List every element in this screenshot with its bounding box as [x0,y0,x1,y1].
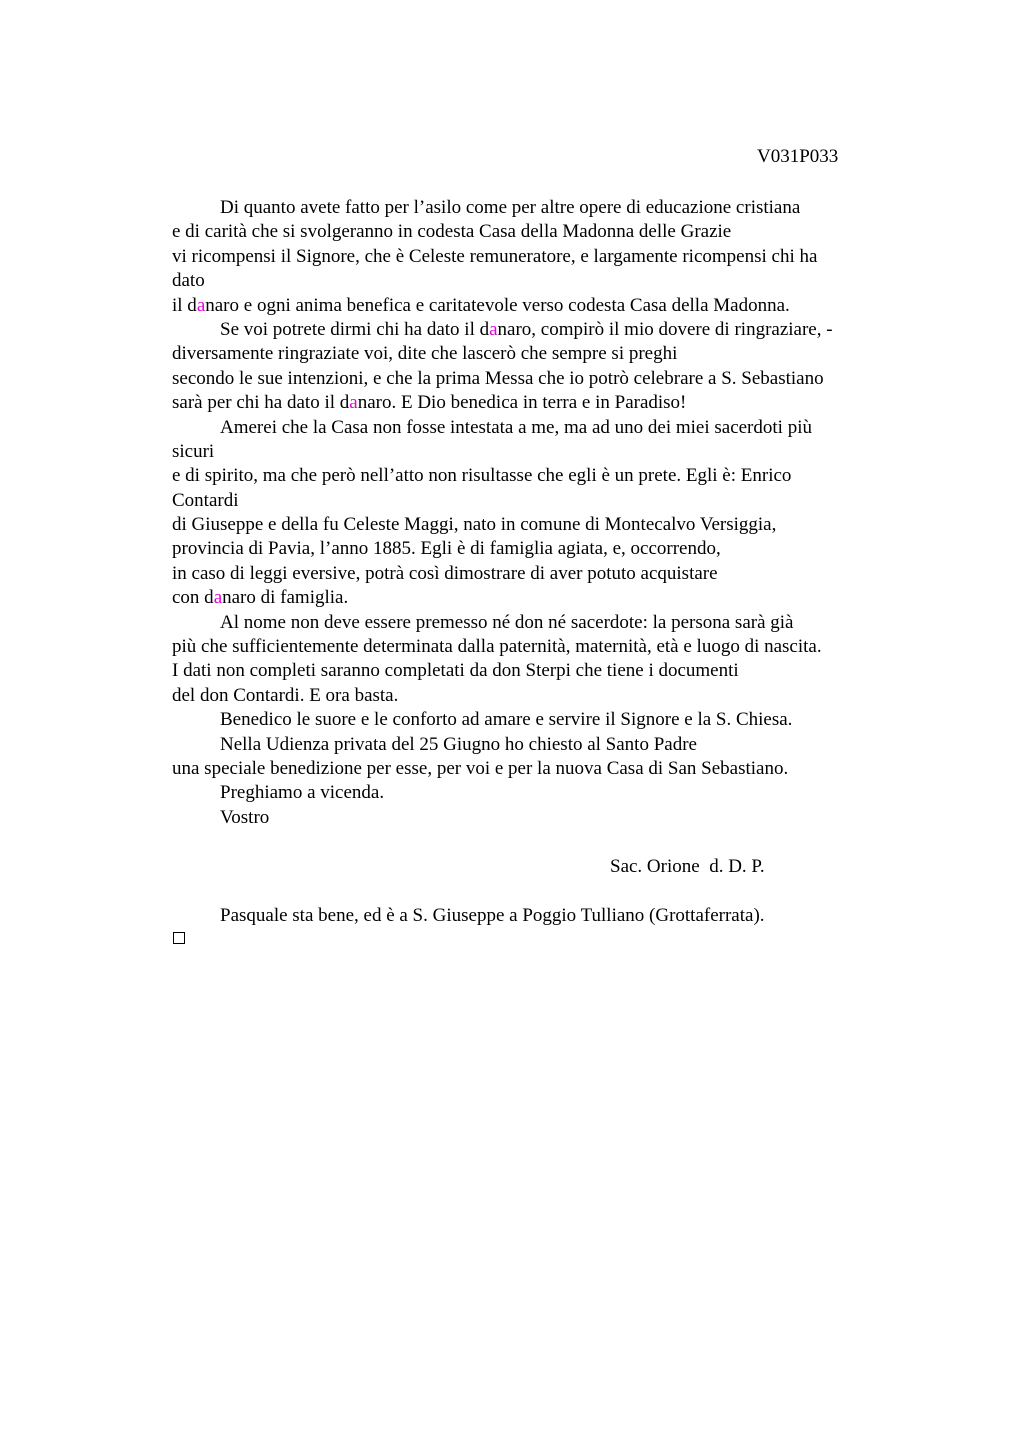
signature: Sac. Orione d. D. P. [610,856,765,877]
line-text: con d [172,587,214,609]
body-line [172,318,902,342]
highlighted-letter: a [489,318,498,340]
page-code: V031P033 [757,146,839,167]
body-line: Benedico le suore e le conforto ad amare e servire il Signore e la S. Chiesa. [220,709,793,731]
highlighted-letter: a [349,392,358,414]
body-line: una speciale benedizione per esse, per voi e per la nuova Casa di San Sebastiano. [172,757,789,779]
body-line: dato [172,270,205,292]
body-line: Preghiamo a vicenda. [220,782,385,804]
body-line: Contardi [172,489,239,511]
body-line: Vostro [220,806,270,828]
letter-body [172,196,902,830]
body-line: del don Contardi. E ora basta. [172,684,399,706]
highlighted-letter: a [196,294,206,316]
body-line: e di spirito, ma che però nell’atto non risultasse che egli è un prete. Egli è: Enrico [172,465,792,487]
line-text: naro. E Dio benedica in terra e in Paradiso! [357,392,687,414]
body-line: Di quanto avete fatto per l’asilo come per altre opere di educazione cristiana [220,197,801,218]
body-line: più che sufficientemente determinata dalla paternità, maternità, età e luogo di nascita. [172,636,822,658]
highlighted-letter: a [213,587,223,609]
body-line: di Giuseppe e della fu Celeste Maggi, nato in comune di Montecalvo Versiggia, [172,514,777,536]
body-line [172,294,902,318]
line-text: naro, compirò il mio dovere di ringraziare, - [497,318,833,340]
body-line [172,586,902,610]
line-text: naro e ogni anima benefica e caritatevole verso codesta Casa della Madonna. [205,294,790,316]
body-line: in caso di leggi eversive, potrà così dimostrare di aver potuto acquistare [172,562,718,584]
body-line: secondo le sue intenzioni, e che la prima Messa che io potrò celebrare a S. Sebastiano [172,367,824,389]
line-text: il d [172,294,197,316]
body-line: e di carità che si svolgeranno in codesta Casa della Madonna delle Grazie [172,221,732,243]
postscript: Pasquale sta bene, ed è a S. Giuseppe a Poggio Tulliano (Grottaferrata). [220,905,765,926]
body-line: sicuri [172,440,215,462]
body-line: provincia di Pavia, l’anno 1885. Egli è di famiglia agiata, e, occorrendo, [172,538,721,560]
body-line: vi ricompensi il Signore, che è Celeste remuneratore, e largamente ricompensi chi ha [172,245,818,267]
line-text: Se voi potrete dirmi chi ha dato il d [220,318,490,340]
body-line: Nella Udienza privata del 25 Giugno ho chiesto al Santo Padre [220,733,697,755]
body-line: Al nome non deve essere premesso né don né sacerdote: la persona sarà già [220,611,794,633]
body-line: diversamente ringraziate voi, dite che lascerò che sempre si preghi [172,343,678,365]
body-line [172,391,902,415]
line-text: sarà per chi ha dato il d [172,392,350,414]
line-text: naro di famiglia. [222,587,349,609]
body-line: Amerei che la Casa non fosse intestata a me, ma ad uno dei miei sacerdoti più [220,416,812,438]
body-line: I dati non completi saranno completati da don Sterpi che tiene i documenti [172,660,739,682]
checkbox-square-icon [173,932,185,944]
